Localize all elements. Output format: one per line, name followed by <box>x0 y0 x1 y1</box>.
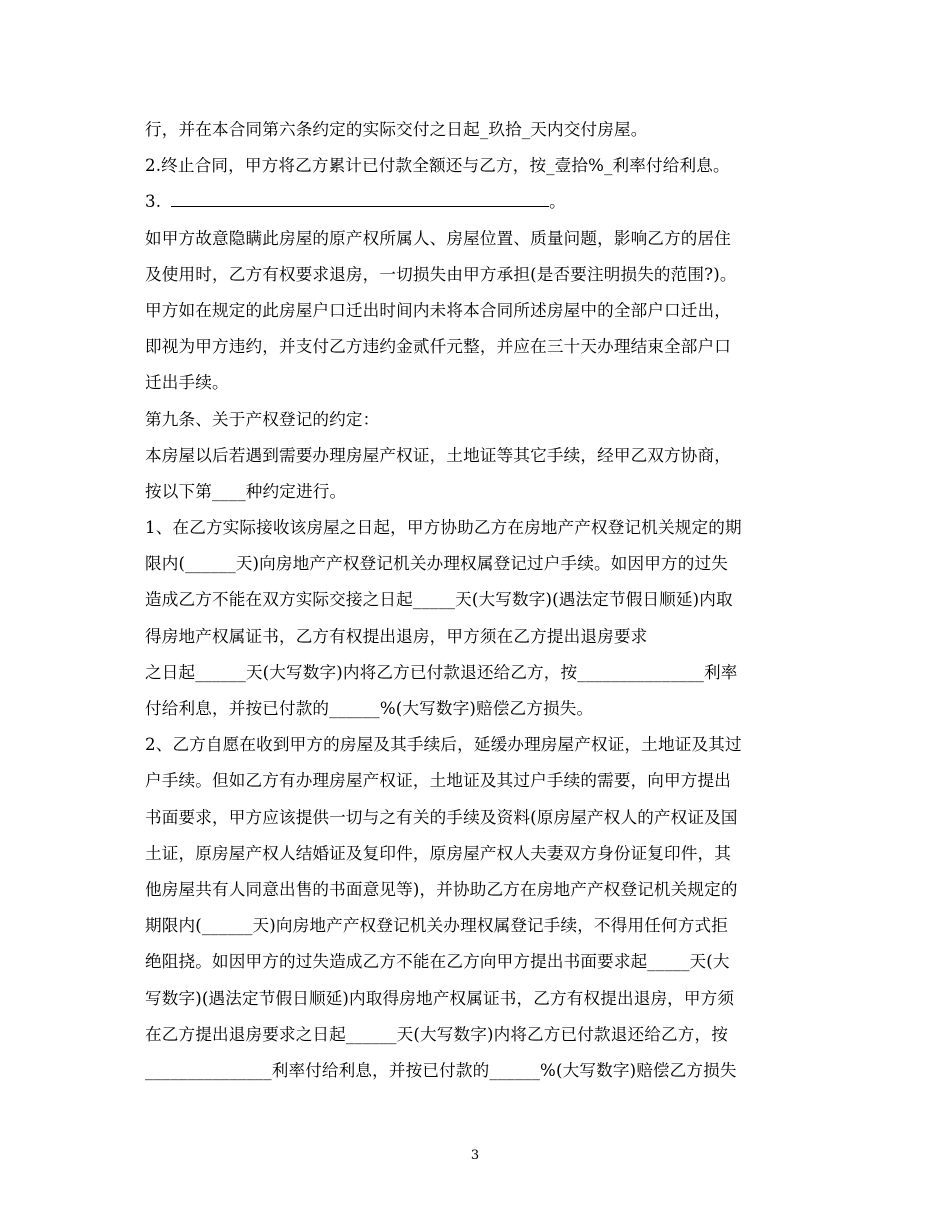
text-line: 得房地产权属证书，乙方有权提出退房，甲方须在乙方提出退房要求 <box>145 626 648 646</box>
text-line: 2.终止合同，甲方将乙方累计已付款全额还与乙方，按_壹拾%_利率付给利息。 <box>145 156 730 176</box>
text-line: 限内(______天)向房地产产权登记机关办理权属登记过户手续。如因甲方的过失 <box>145 554 728 574</box>
text-line: 在乙方提出退房要求之日起______天(大写数字)内将乙方已付款退还给乙方，按 <box>145 1024 728 1044</box>
text-line: 写数字)(遇法定节假日顺延)内取得房地产权属证书，乙方有权提出退房，甲方须 <box>145 988 735 1008</box>
text-line: 土证，原房屋产权人结婚证及复印件，原房屋产权人夫妻双方身份证复印件，其 <box>145 843 732 863</box>
text-line: 2、乙方自愿在收到甲方的房屋及其手续后，延缓办理房屋产权证，土地证及其过 <box>145 735 742 755</box>
text-line: _______________利率付给利息，并按已付款的______%(大写数字)赔偿乙方损失 <box>145 1060 737 1080</box>
text-line: 之日起______天(大写数字)内将乙方已付款退还给乙方，按_______________利率 <box>145 662 738 682</box>
page-number: 3 <box>470 1148 480 1163</box>
text-line: 即视为甲方违约，并支付乙方违约金贰仟元整，并应在三十天办理结束全部户口 <box>145 337 732 357</box>
section-heading: 第九条、关于产权登记的约定： <box>145 409 380 429</box>
text-line: 他房屋共有人同意出售的书面意见等)，并协助乙方在房地产产权登记机关规定的 <box>145 879 738 899</box>
text-line: 绝阻挠。如因甲方的过失造成乙方不能在乙方向甲方提出书面要求起_____天(大 <box>145 952 730 972</box>
text-line: 户手续。但如乙方有办理房屋产权证，土地证及其过户手续的需要，向甲方提出 <box>145 771 732 791</box>
text-line: 按以下第____种约定进行。 <box>145 481 347 501</box>
text-line: 及使用时，乙方有权要求退房，一切损失由甲方承担(是否要注明损失的范围?)。 <box>145 264 737 284</box>
clause-number: 3. <box>145 192 162 212</box>
text-line: 本房屋以后若遇到需要办理房屋产权证，土地证等其它手续，经甲乙双方协商， <box>145 445 732 465</box>
blank-rule <box>171 188 549 207</box>
text-line: 期限内(______天)向房地产产权登记机关办理权属登记手续，不得用任何方式拒 <box>145 916 728 936</box>
blank-clause-line <box>145 184 815 220</box>
text-line: 付给利息，并按已付款的______%(大写数字)赔偿乙方损失。 <box>145 699 594 718</box>
text-line: 甲方如在规定的此房屋户口迁出时间内未将本合同所述房屋中的全部户口迁出， <box>145 300 732 320</box>
text-line: 1、在乙方实际接收该房屋之日起，甲方协助乙方在房地产产权登记机关规定的期 <box>145 518 742 538</box>
text-line: 如甲方故意隐瞒此房屋的原产权所属人、房屋位置、质量问题，影响乙方的居住 <box>145 228 732 248</box>
text-line: 迁出手续。 <box>145 373 229 393</box>
text-line: 行，并在本合同第六条约定的实际交付之日起_玖拾_天内交付房屋。 <box>145 120 648 139</box>
clause-end-mark: 。 <box>549 192 566 212</box>
text-line: 书面要求，甲方应该提供一切与之有关的手续及资料(原房屋产权人的产权证及国 <box>145 807 738 827</box>
document-body <box>145 112 815 1089</box>
text-line: 造成乙方不能在双方实际交接之日起_____天(大写数字)(遇法定节假日顺延)内取 <box>145 590 733 610</box>
